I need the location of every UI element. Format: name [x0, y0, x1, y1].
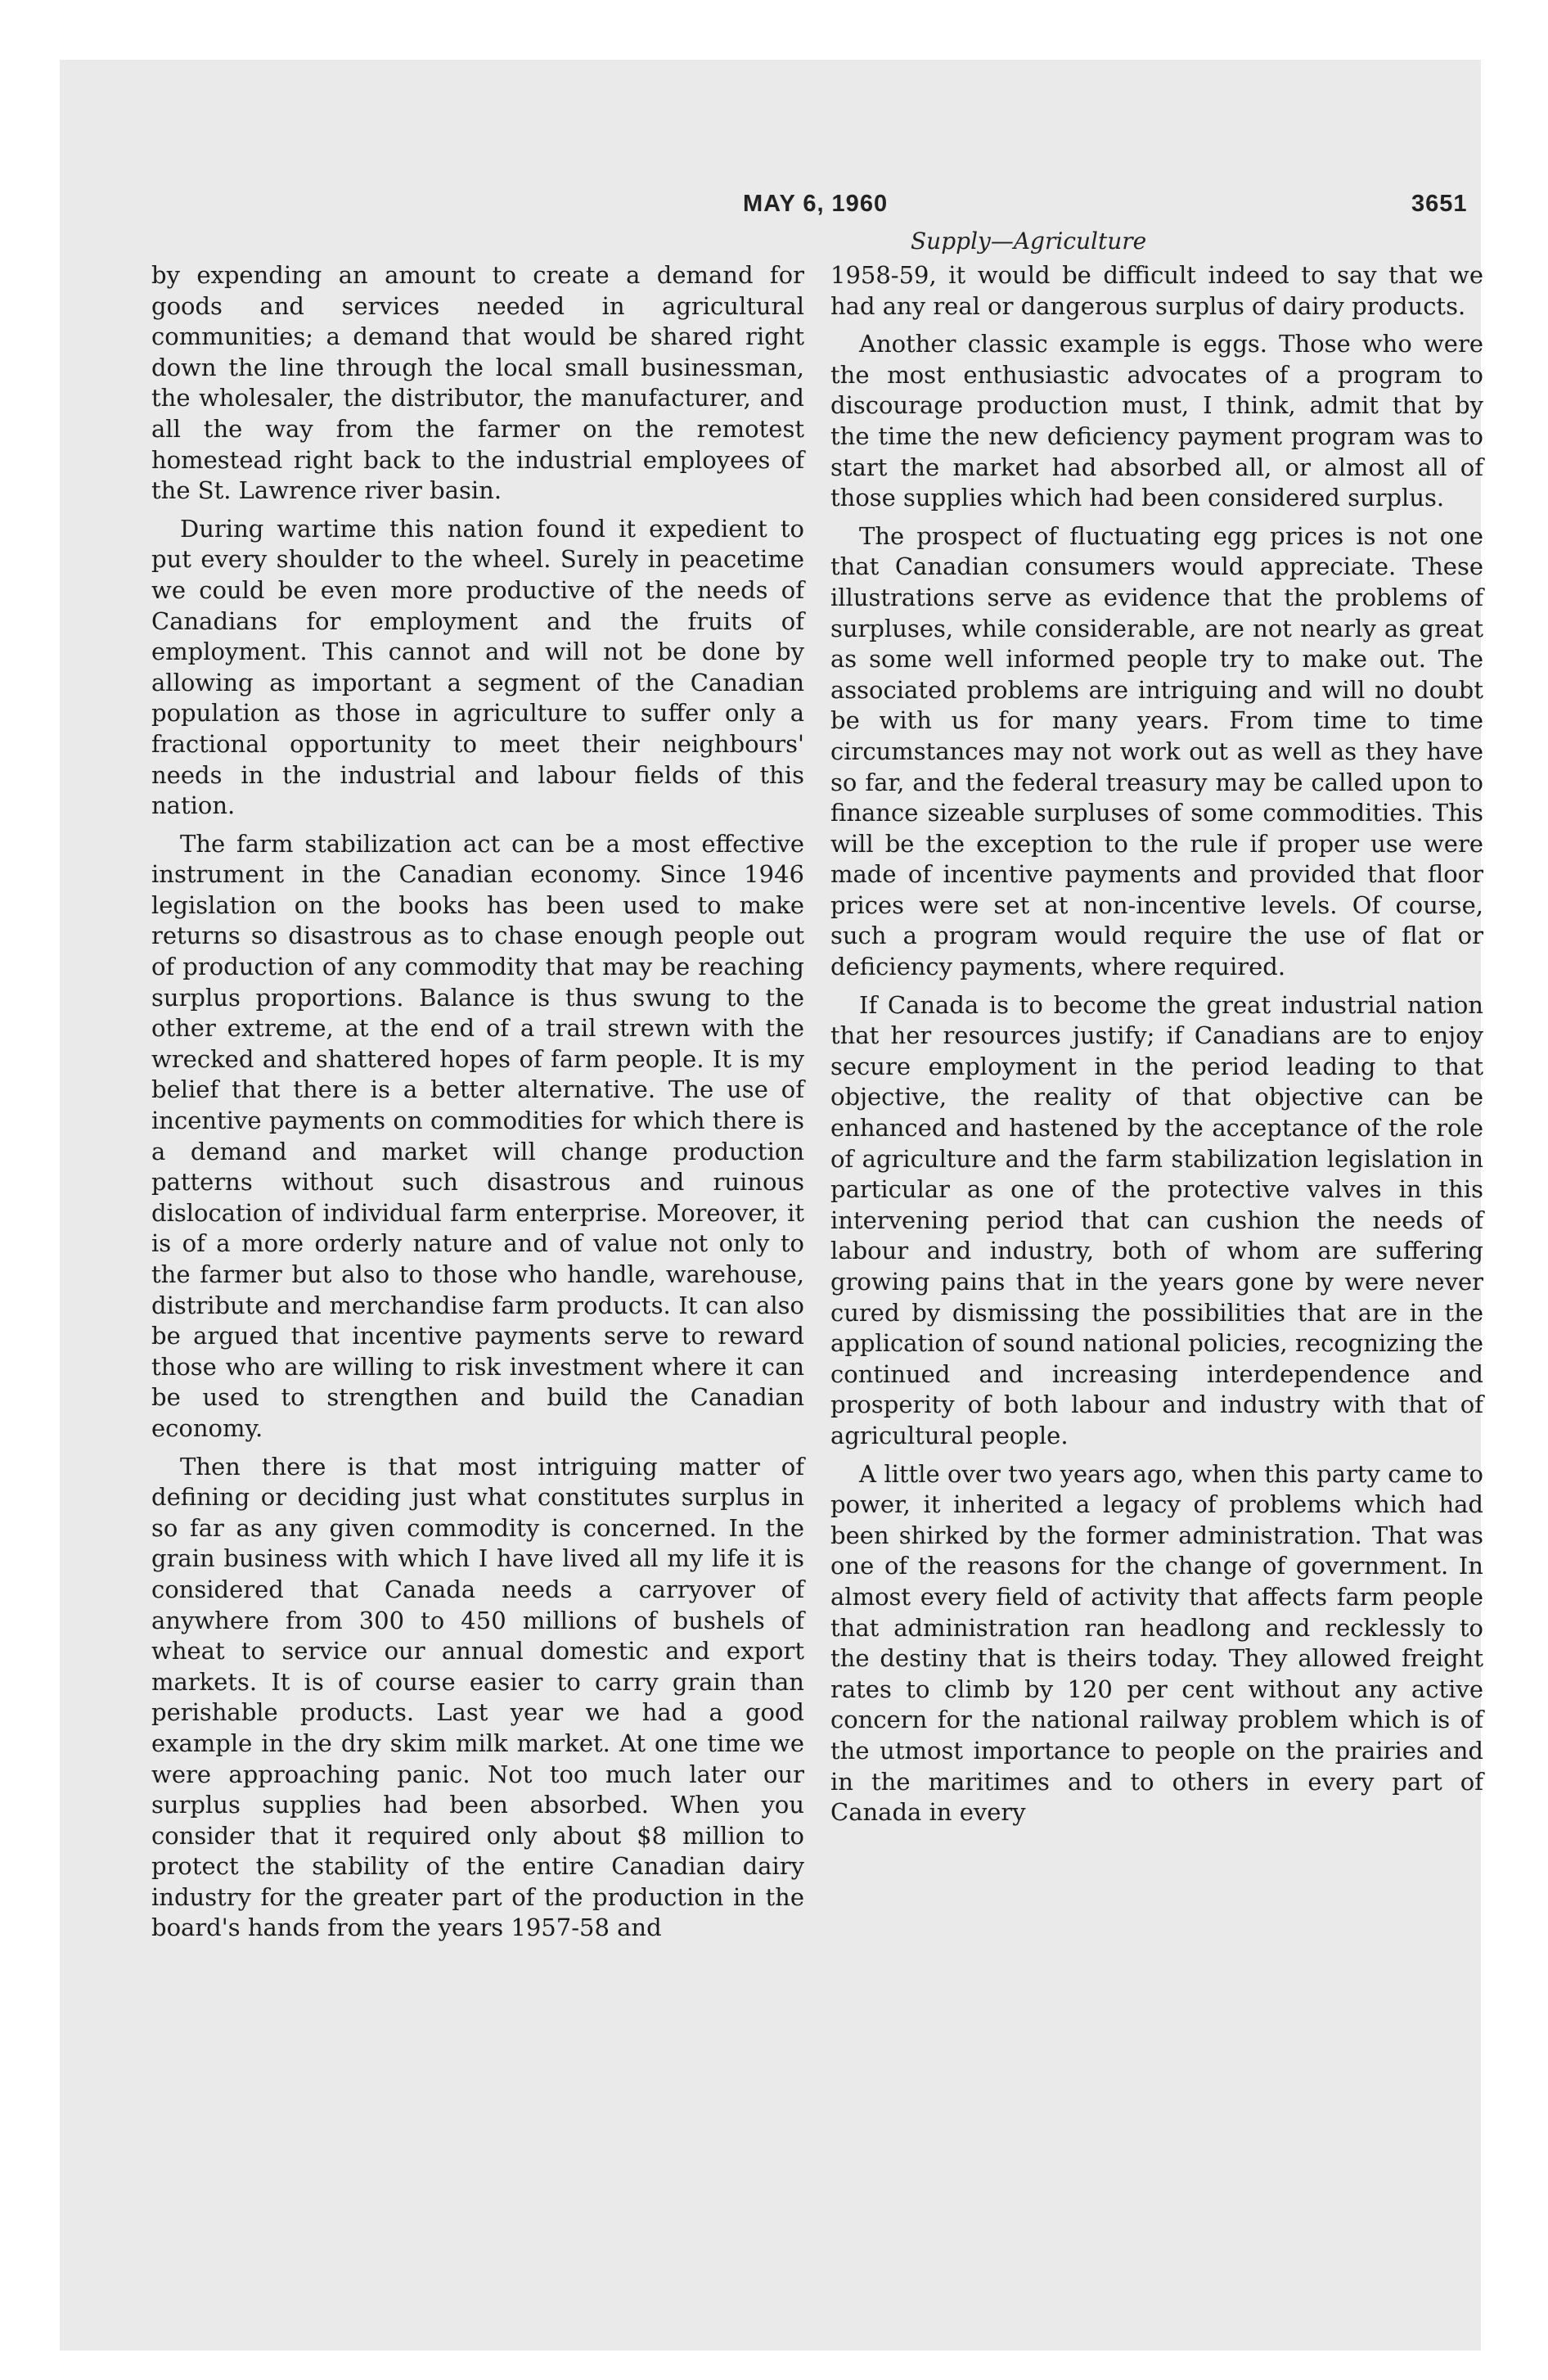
- paragraph: Another classic example is eggs. Those who were the most enthusiastic advocates of a program to discourage production must, I think, admit that by the time the new deficiency payment program was to start the market had absorbed all, or almost all of those supplies which had been considered surplus.: [830, 330, 1483, 512]
- paragraph: by expending an amount to create a demand for goods and services needed in agricultural communities; a demand that would be shared right down the line through the local small businessman, the wholesaler, the distributor, the manufacturer, and all the way from the farmer on the remotest homestead right back to the industrial employees of the St. Lawrence river basin.: [151, 261, 804, 505]
- header-date: MAY 6, 1960: [743, 191, 889, 217]
- page-scan: [60, 60, 1481, 2351]
- paragraph: A little over two years ago, when this party came to power, it inherited a legacy of problems which had been shirked by the former administration. That was one of the reasons for the change of government. In almost every field of activity that affects farm people that administration ran headlong and recklessly to the destiny that is theirs today. They allowed freight rates to climb by 120 per cent without any active concern for the national railway problem which is of the utmost importance to people on the prairies and in the maritimes and to others in every part of Canada in every: [830, 1459, 1483, 1827]
- paragraph: The farm stabilization act can be a most effective instrument in the Canadian economy. Since 1946 legislation on the books has been used to make returns so disastrous as to chase enough people out of production of any commodity that may be reaching surplus proportions. Balance is thus swung to the other extreme, at the end of a trail strewn with the wrecked and shattered hopes of farm people. It is my belief that there is a better alternative. The use of incentive payments on commodities for which there is a demand and market will change production patterns without such disastrous and ruinous dislocation of individual farm enterprise. Moreover, it is of a more orderly nature and of value not only to the farmer but also to those who handle, warehouse, distribute and merchandise farm products. It can also be argued that incentive payments serve to reward those who are willing to risk investment where it can be used to strengthen and build the Canadian economy.: [151, 829, 804, 1442]
- section-subject: Supply—Agriculture: [911, 228, 1147, 255]
- paragraph: During wartime this nation found it expedient to put every shoulder to the wheel. Surely in peacetime we could be even more productive of the needs of Canadians for employment and the fruits of employment. This cannot and will not be done by allowing as important a segment of the Canadian population as those in agriculture to suffer only a fractional opportunity to meet their neighbours' needs in the industrial and labour fields of this nation.: [151, 514, 804, 820]
- paragraph: If Canada is to become the great industrial nation that her resources justify; if Canadians are to enjoy secure employment in the period leading to that objective, the reality of that objective can be enhanced and hastened by the acceptance of the role of agriculture and the farm stabilization legislation in particular as one of the protective valves in this intervening period that can cushion the needs of labour and industry, both of whom are suffering growing pains that in the years gone by were never cured by dismissing the possibilities that are in the application of sound national policies, recognizing the continued and increasing interdependence and prosperity of both labour and industry with that of agricultural people.: [830, 990, 1483, 1449]
- paragraph: Then there is that most intriguing matter of defining or deciding just what constitutes surplus in so far as any given commodity is concerned. In the grain business with which I have lived all my life it is considered that Canada needs a carryover of anywhere from 300 to 450 millions of bushels of wheat to service our annual domestic and export markets. It is of course easier to carry grain than perishable products. Last year we had a good example in the dry skim milk market. At one time we were approaching panic. Not too much later our surplus supplies had been absorbed. When you consider that it required only about $8 million to protect the stability of the entire Canadian dairy industry for the greater part of the production in the board's hands from the years 1957-58 and: [151, 1452, 804, 1942]
- right-column: [830, 260, 1483, 1836]
- paragraph: 1958-59, it would be difficult indeed to say that we had any real or dangerous surplus of dairy products.: [830, 261, 1483, 320]
- paragraph: The prospect of fluctuating egg prices is not one that Canadian consumers would appreciate. These illustrations serve as evidence that the problems of surpluses, while considerable, are not nearly as great as some well informed people try to make out. The associated problems are intriguing and will no doubt be with us for many years. From time to time circumstances may not work out as well as they have so far, and the federal treasury may be called upon to finance sizeable surpluses of some commodities. This will be the exception to the rule if proper use were made of incentive payments and provided that floor prices were set at non-incentive levels. Of course, such a program would require the use of flat or deficiency payments, where required.: [830, 521, 1483, 981]
- left-column: [151, 260, 804, 1951]
- page-number: 3651: [1411, 191, 1468, 217]
